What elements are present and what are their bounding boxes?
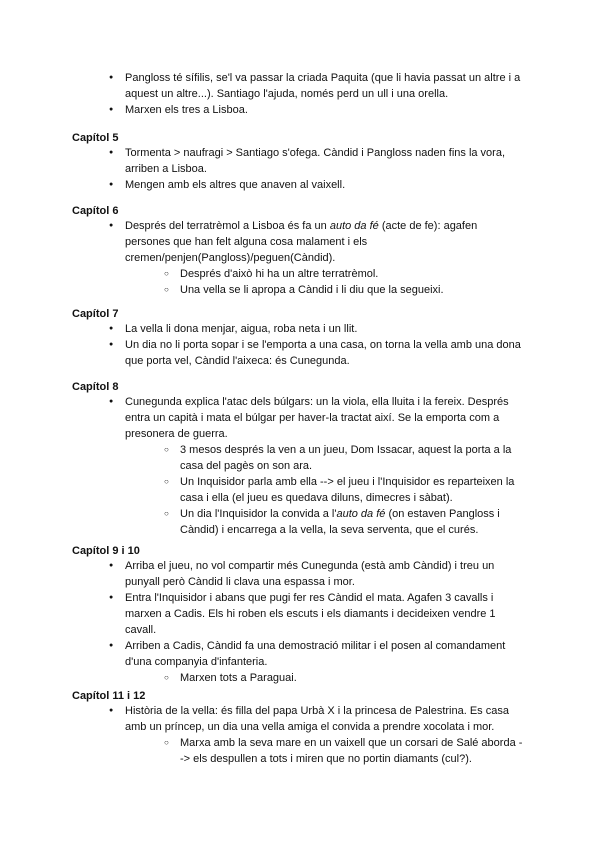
sub-list-item: ○ Després d'això hi ha un altre terratrèmol. [180, 266, 525, 282]
list-item: ● La vella li dona menjar, aigua, roba neta i un llit. [125, 321, 525, 337]
list-item: ● Arriba el jueu, no vol compartir més Cunegunda (està amb Càndid) i treu un punyall però Càndid li clava una espassa i mor. [125, 558, 525, 590]
sub-list-item: ○ Marxa amb la seva mare en un vaixell que un corsari de Salé aborda --> els despullen a tots i miren que no portin diamants (cul?). [180, 735, 525, 767]
chapter-heading: Capítol 9 i 10 [72, 545, 140, 557]
list-item: ● Tormenta > naufragi > Santiago s'ofega. Càndid i Pangloss naden fins la vora, arriben a Lisboa. [125, 145, 525, 177]
chapter-heading: Capítol 6 [72, 205, 119, 217]
list-item: ● Marxen els tres a Lisboa. [125, 102, 525, 118]
intro-list [0, 70, 600, 118]
list-item: ● Arriben a Cadis, Càndid fa una demostració militar i el posen al comandament d'una companyia d'infanteria. [125, 638, 525, 670]
list-item: ● Entra l'Inquisidor i abans que pugi fer res Càndid el mata. Agafen 3 cavalls i marxen a Cadis. Els hi roben els escuts i els diamants i decideixen vendre 1 cavall. [125, 590, 525, 638]
chapter-heading: Capítol 8 [72, 381, 119, 393]
chapter-heading: Capítol 11 i 12 [72, 690, 146, 702]
list-item: ● Un dia no li porta sopar i se l'emporta a una casa, on torna la vella amb una dona que porta vel, Càndid l'aixeca: és Cunegunda. [125, 337, 525, 369]
sub-list-item: ○ Un Inquisidor parla amb ella --> el jueu i l'Inquisidor es reparteixen la casa i ella (el jueu es quedava diluns, dimecres i sàbat). [180, 474, 525, 506]
chapter-6-section [0, 203, 600, 298]
sub-list-item: ○ Marxen tots a Paraguai. [180, 670, 525, 686]
chapter-5-section [0, 130, 600, 193]
chapter-8-list [0, 379, 600, 538]
list-item: ● Història de la vella: és filla del papa Urbà X i la princesa de Palestrina. Es casa amb un príncep, un dia una vella amiga el convida a prendre xocolata i mor. [125, 703, 525, 735]
intro-section [0, 70, 600, 118]
sub-list-item: ○ Una vella se li apropa a Càndid i li diu que la segueixi. [180, 282, 525, 298]
sub-list-item: ○ Un dia l'Inquisidor la convida a l'auto da fé (on estaven Pangloss i Càndid) i encarrega a la vella, la seva serventa, que el curés. [180, 506, 525, 538]
list-item: ● Després del terratrèmol a Lisboa és fa un auto da fé (acte de fe): agafen persones que han felt alguna cosa malament i els cremen/penjen(Pangloss)/peguen(Càndid). [125, 218, 525, 266]
chapter-heading: Capítol 5 [72, 132, 119, 144]
list-item: ● Cunegunda explica l'atac dels búlgars: un la viola, ella lluita i la fereix. Després entra un capità i mata el búlgar per haver-la tractat així. Se la emporta com a presonera de guerra. [125, 394, 525, 442]
chapter-9-10-list [0, 543, 600, 686]
chapter-8-section [0, 379, 600, 538]
sub-list-item: ○ 3 mesos després la ven a un jueu, Dom Issacar, aquest la porta a la casa del pagès on son ara. [180, 442, 525, 474]
chapter-7-section [0, 306, 600, 369]
chapter-9-10-section [0, 543, 600, 686]
list-item: ● Mengen amb els altres que anaven al vaixell. [125, 177, 525, 193]
list-item: ● Pangloss té sífilis, se'l va passar la criada Paquita (que li havia passat un altre i a aquest un altre...). Santiago l'ajuda, només perd un ull i una orella. [125, 70, 525, 102]
chapter-heading: Capítol 7 [72, 308, 119, 320]
chapter-11-12-section [0, 688, 600, 767]
